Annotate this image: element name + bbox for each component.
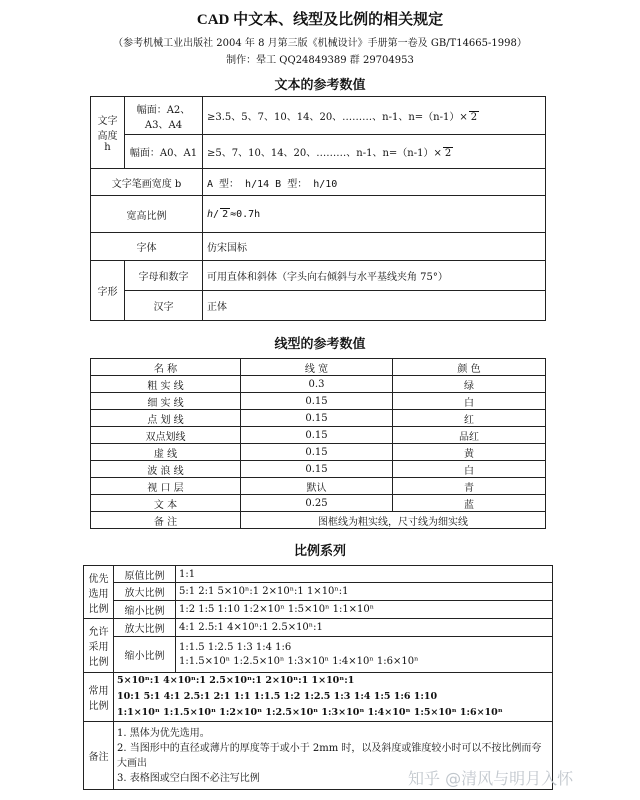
preferred-label: 优先选用比例 bbox=[84, 566, 114, 619]
table-row bbox=[91, 512, 546, 529]
line-header: 线 宽 bbox=[241, 359, 393, 376]
author-line: 制作：晕工 QQ24849389 群 29704953 bbox=[226, 55, 414, 66]
stroke-value: A 型： h/14 B 型： h/10 bbox=[203, 169, 546, 196]
remarks-label: 备注 bbox=[84, 722, 114, 790]
scale-row-label: 放大比例 bbox=[114, 619, 176, 637]
line-header: 名 称 bbox=[91, 359, 241, 376]
note-value: 图框线为粗实线，尺寸线为细实线 bbox=[241, 512, 546, 529]
ratio-label: 宽高比例 bbox=[91, 196, 203, 233]
shape-row-value: 可用直体和斜体（字头向右倾斜与水平基线夹角 75°） bbox=[203, 261, 546, 291]
sqrt-symbol: 2 bbox=[470, 112, 478, 123]
text-section-title: 文本的参考数值 bbox=[274, 78, 366, 93]
remarks-values: 1. 黑体为优先选用。 2. 当图形中的直径或薄片的厚度等于或小于 2mm 时，以及斜度或锥度较小时可以不按比例而夸大画出 3. 表格图或空白图不必注写比例 bbox=[114, 722, 553, 790]
table-row: 点 划 线 0.15 红 bbox=[91, 410, 546, 427]
stroke-label: 文字笔画宽度 b bbox=[91, 169, 203, 196]
height-row-value: ≥5、7、10、14、20、………、n-1、n=（n-1）× 2 bbox=[203, 135, 546, 169]
scale-section-title: 比例系列 bbox=[293, 544, 346, 559]
scale-row-value: 1:2 1:5 1:10 1:2×10ⁿ 1:5×10ⁿ 1:1×10ⁿ bbox=[176, 601, 553, 619]
scale-row-label: 缩小比例 bbox=[114, 637, 176, 673]
shape-row-value: 正体 bbox=[203, 291, 546, 321]
note-label: 备 注 bbox=[91, 512, 241, 529]
common-values: 5×10ⁿ:1 4×10ⁿ:1 2.5×10ⁿ:1 2×10ⁿ:1 1×10ⁿ:1 10:1 5:1 4:1 2.5:1 2:1 1:1 1:1.5 1:2 1:2.5 1:3 1:4 1:5 1:6 1:10 1:1×10ⁿ 1:1.5×10ⁿ 1:2×10ⁿ 1:2.5×10ⁿ 1:3×10ⁿ 1:4×10ⁿ 1:5×10ⁿ 1:6×10ⁿ bbox=[114, 673, 553, 722]
scale-row-value: 4:1 2.5:1 4×10ⁿ:1 2.5×10ⁿ:1 bbox=[176, 619, 553, 637]
allowed-label: 允许采用比例 bbox=[84, 619, 114, 673]
scale-table bbox=[83, 565, 553, 790]
table-row: 文 本 0.25 蓝 bbox=[91, 495, 546, 512]
scale-row-label: 放大比例 bbox=[114, 583, 176, 601]
reference-line: （参考机械工业出版社 2004 年 8 月第三版《机械设计》手册第一卷及 GB/T14665-1998） bbox=[113, 38, 527, 49]
font-label: 字体 bbox=[91, 233, 203, 261]
scale-row-label: 缩小比例 bbox=[114, 601, 176, 619]
table-row: 粗 实 线 0.3 绿 bbox=[91, 376, 546, 393]
line-section-title: 线型的参考数值 bbox=[274, 337, 366, 352]
scale-row-value: 1:1.5 1:2.5 1:3 1:4 1:6 1:1.5×10ⁿ 1:2.5×10ⁿ 1:3×10ⁿ 1:4×10ⁿ 1:6×10ⁿ bbox=[176, 637, 553, 673]
scale-row-value: 5:1 2:1 5×10ⁿ:1 2×10ⁿ:1 1×10ⁿ:1 bbox=[176, 583, 553, 601]
ratio-value: h/ 2 ≈0.7h bbox=[203, 196, 546, 233]
table-row: 波 浪 线 0.15 白 bbox=[91, 461, 546, 478]
height-row-label: 幅面：A0、A1 bbox=[125, 135, 203, 169]
scale-row-value: 1:1 bbox=[176, 566, 553, 583]
line-table bbox=[90, 358, 546, 529]
font-value: 仿宋国标 bbox=[203, 233, 546, 261]
table-row: 视 口 层 默认 青 bbox=[91, 478, 546, 495]
table-row: 双点划线 0.15 品红 bbox=[91, 427, 546, 444]
page-title: CAD 中文本、线型及比例的相关规定 bbox=[196, 12, 444, 28]
table-row: 细 实 线 0.15 白 bbox=[91, 393, 546, 410]
line-header: 颜 色 bbox=[393, 359, 546, 376]
text-table bbox=[90, 96, 546, 321]
shape-label: 字形 bbox=[91, 261, 125, 321]
watermark: 知乎 @清风与明月入怀 bbox=[408, 769, 574, 788]
height-row-value: ≥3.5、5、7、10、14、20、………、n-1、n=（n-1）× 2 bbox=[203, 97, 546, 135]
shape-row-label: 字母和数字 bbox=[125, 261, 203, 291]
table-row: 虚 线 0.15 黄 bbox=[91, 444, 546, 461]
sqrt-symbol: 2 bbox=[444, 148, 452, 159]
scale-row-label: 原值比例 bbox=[114, 566, 176, 583]
height-row-label: 幅面：A2、A3、A4 bbox=[125, 97, 203, 135]
shape-row-label: 汉字 bbox=[125, 291, 203, 321]
height-label: 文字高度 h bbox=[91, 97, 125, 169]
common-label: 常用比例 bbox=[84, 673, 114, 722]
